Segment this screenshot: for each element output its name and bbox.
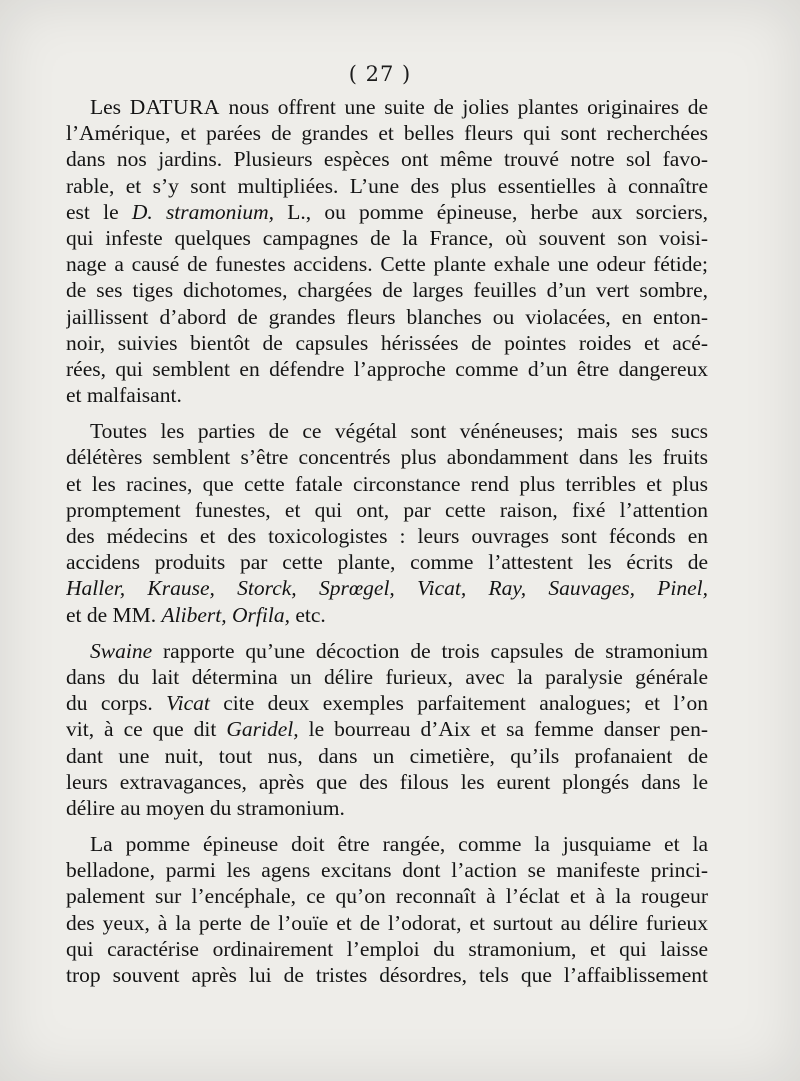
- text-line: [66, 304, 708, 330]
- text-run: nous offrent une suite de jolies plantes originaires de: [219, 95, 708, 119]
- italic-name: Swaine: [90, 638, 153, 663]
- text-run: trop souvent après lui de tristes désordres, tels que l’affaiblissement: [66, 963, 708, 987]
- text-run: le bourreau d’Aix et sa femme danser pen-: [298, 717, 708, 742]
- text-line: [66, 769, 708, 795]
- text-run: L., ou pomme épineuse, herbe aux sorciers,: [274, 199, 708, 224]
- text-line: [66, 638, 708, 664]
- text-line: [66, 795, 708, 821]
- text-run: palement sur l’encéphale, ce qu’on reconnaît à l’éclat et à la rougeur: [66, 884, 708, 909]
- text-line: [66, 94, 708, 120]
- text-line: [66, 910, 708, 936]
- text-run: des yeux, à la perte de l’ouïe et de l’odorat, et surtout au délire furieux: [66, 910, 708, 935]
- text-line: [66, 471, 708, 497]
- text-run: leurs extravagances, après que des filous les eurent plongés dans le: [66, 769, 708, 794]
- text-line: [66, 277, 708, 303]
- text-line: [66, 523, 708, 549]
- text-run: et malfaisant.: [66, 383, 182, 408]
- text-line: [66, 120, 708, 146]
- text-run: cite deux exemples parfaitement analogues; et l’on: [209, 691, 708, 716]
- text-run: noir, suivies bientôt de capsules hérissées de pointes roides et acé-: [66, 330, 708, 355]
- text-line: [66, 146, 708, 172]
- text-line: [66, 418, 708, 444]
- text-line: [66, 444, 708, 470]
- text-line: [66, 497, 708, 523]
- text-run: belladone, parmi les agens excitans dont l’action se manifeste princi-: [66, 858, 708, 883]
- text-run: délétères semblent s’être concentrés plus abondamment dans les fruits: [66, 445, 708, 470]
- text-line: [66, 225, 708, 251]
- page-number: ( 27 ): [348, 62, 412, 86]
- text-line: [66, 690, 708, 716]
- paragraph: [66, 831, 708, 988]
- italic-name: Haller, Krause, Storck, Sprœgel, Vicat, Ray, Sauvages, Pinel,: [66, 576, 708, 601]
- text-run: promptement funestes, et qui ont, par cette raison, fixé l’attention: [66, 497, 708, 522]
- text-run: qui caractérise ordinairement l’emploi du stramonium, et qui laisse: [66, 936, 708, 961]
- text-run: jaillissent d’abord de grandes fleurs blanches ou violacées, en enton-: [66, 304, 708, 329]
- text-line: [66, 575, 708, 601]
- text-line: [66, 664, 708, 690]
- text-line: [66, 962, 708, 988]
- text-line: [66, 602, 708, 628]
- text-run: vit, à ce que dit: [66, 717, 227, 742]
- text-run: rapporte qu’une décoction de trois capsules de stramonium: [152, 638, 708, 663]
- text-run: Les: [90, 95, 130, 119]
- text-line: [66, 173, 708, 199]
- italic-name: Alibert, Orfila,: [161, 602, 290, 627]
- paragraph-gap: [66, 821, 708, 831]
- text-line: [66, 936, 708, 962]
- text-line: [66, 199, 708, 225]
- text-run: rable, et s’y sont multipliées. L’une des plus essentielles à connaître: [66, 173, 708, 198]
- italic-name: Vicat: [166, 691, 210, 716]
- text-line: [66, 356, 708, 382]
- italic-name: D. stramonium,: [131, 199, 275, 224]
- paragraph-gap: [66, 408, 708, 418]
- text-run: dant une nuit, tout nus, dans un cimetière, qu’ils profanaient de: [66, 743, 708, 768]
- text-run: délire au moyen du stramonium.: [66, 795, 345, 820]
- text-run: dans du lait détermina un délire furieux, avec la paralysie générale: [66, 664, 708, 689]
- small-caps-term: DATURA: [129, 95, 220, 119]
- text-run: accidens produits par cette plante, comme l’attestent les écrits de: [66, 550, 708, 575]
- paragraph-gap: [66, 628, 708, 638]
- body-text: [66, 94, 708, 988]
- text-line: [66, 857, 708, 883]
- text-run: qui infeste quelques campagnes de la France, où souvent son voisi-: [66, 225, 708, 250]
- text-run: et les racines, que cette fatale circonstance rend plus terribles et plus: [66, 471, 708, 496]
- text-run: rées, qui semblent en défendre l’approche comme d’un être dangereux: [66, 356, 708, 381]
- text-run: du corps.: [66, 691, 167, 716]
- text-run: etc.: [289, 602, 326, 627]
- text-line: [66, 831, 708, 857]
- text-run: des médecins et des toxicologistes : leurs ouvrages sont féconds en: [66, 524, 708, 548]
- text-run: l’Amérique, et parées de grandes et belles fleurs qui sont recherchées: [66, 121, 708, 146]
- paragraph: [66, 94, 708, 408]
- text-run: dans nos jardins. Plusieurs espèces ont même trouvé notre sol favo-: [66, 147, 708, 172]
- text-run: est le: [66, 199, 132, 224]
- text-line: [66, 330, 708, 356]
- text-line: [66, 743, 708, 769]
- text-line: [66, 382, 708, 408]
- paragraph: [66, 638, 708, 821]
- text-run: Toutes les parties de ce végétal sont vénéneuses; mais ses sucs: [90, 419, 708, 444]
- text-line: [66, 883, 708, 909]
- text-run: La pomme épineuse doit être rangée, comme la jusquiame et la: [90, 832, 708, 857]
- text-run: et de MM.: [66, 602, 162, 627]
- text-line: [66, 549, 708, 575]
- italic-name: Garidel,: [226, 717, 299, 742]
- text-line: [66, 716, 708, 742]
- paragraph: [66, 418, 708, 628]
- text-run: de ses tiges dichotomes, chargées de larges feuilles d’un vert sombre,: [66, 278, 708, 303]
- text-line: [66, 251, 708, 277]
- text-run: nage a causé de funestes accidens. Cette plante exhale une odeur fétide;: [66, 252, 708, 277]
